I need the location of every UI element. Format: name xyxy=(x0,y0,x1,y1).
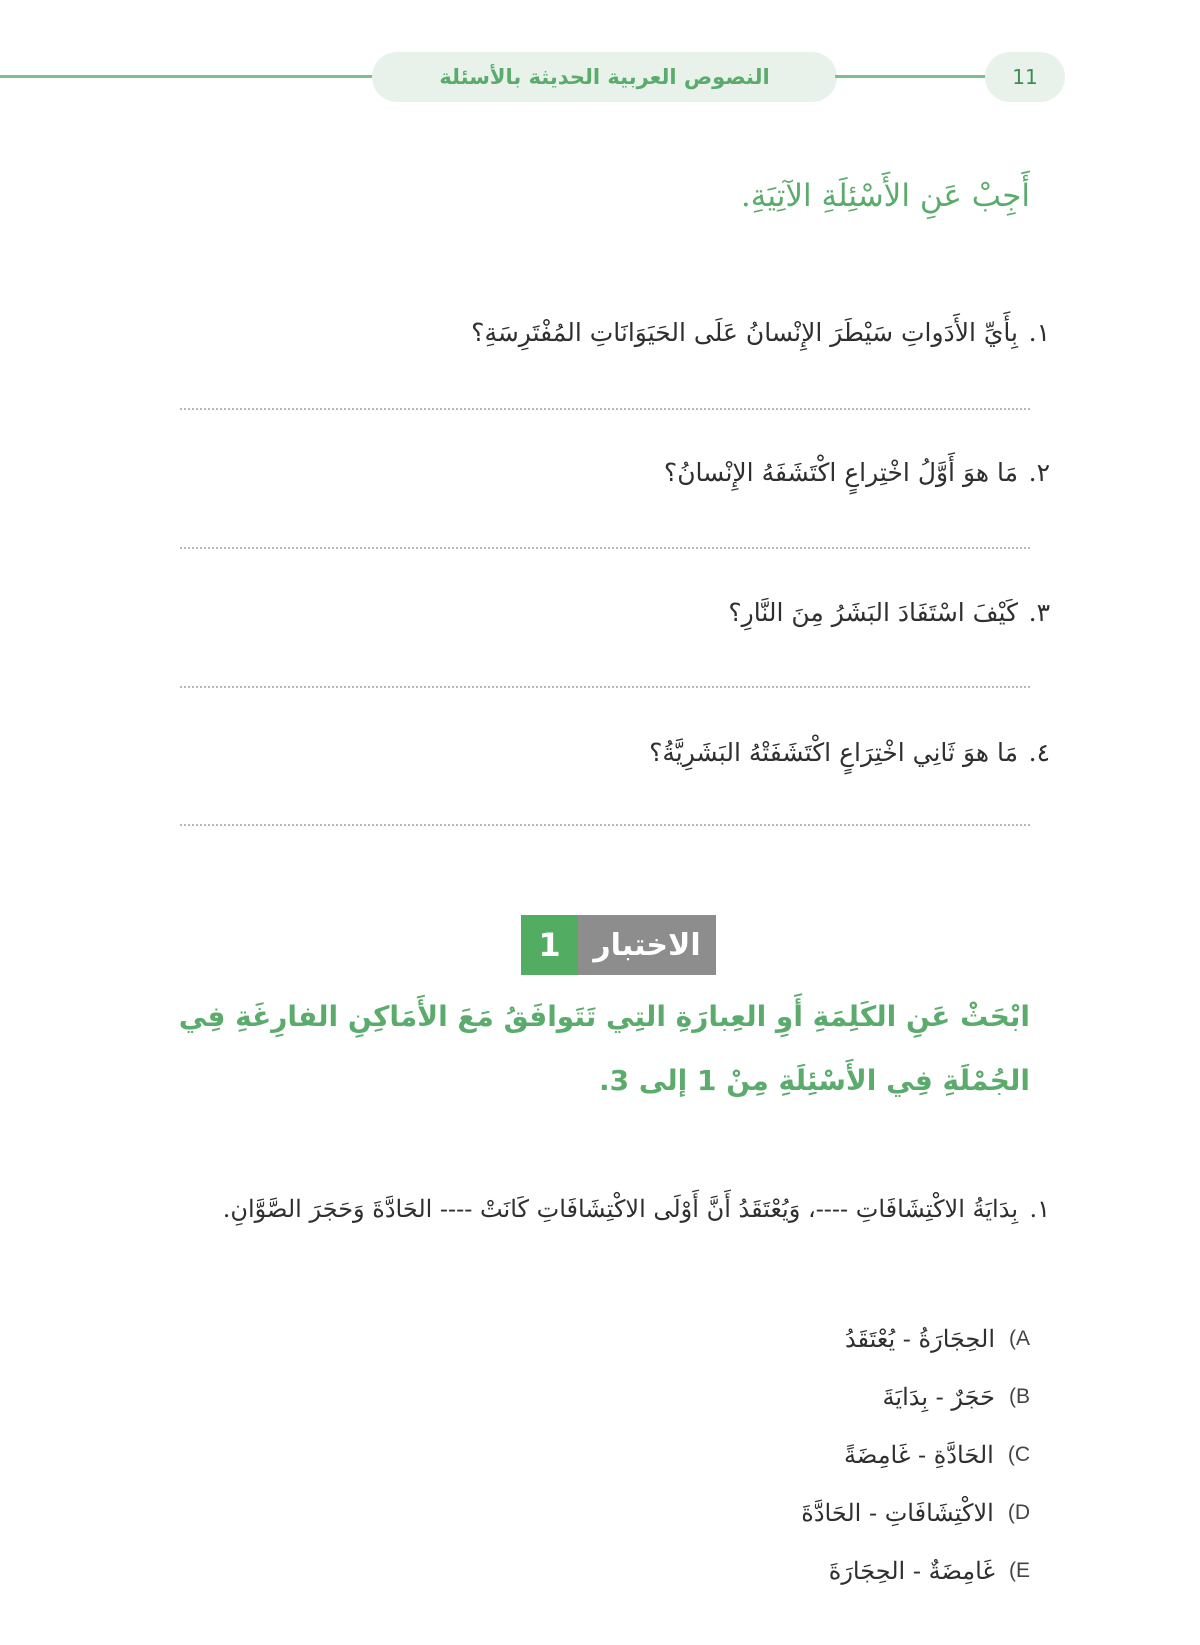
option-e[interactable] xyxy=(801,1542,1030,1600)
answer-line[interactable] xyxy=(180,547,1030,549)
question-1 xyxy=(471,318,1050,347)
test-number: 1 xyxy=(521,915,578,975)
question-number: ١. xyxy=(1029,1195,1050,1223)
option-c[interactable] xyxy=(801,1426,1030,1484)
option-letter: A) xyxy=(1008,1327,1030,1350)
header-title xyxy=(372,52,837,102)
question-4 xyxy=(649,738,1050,767)
option-letter: B) xyxy=(1008,1385,1030,1408)
option-text: حَجَرٌ - بِدَايَةَ xyxy=(882,1383,995,1411)
question-number: ١. xyxy=(1028,318,1050,347)
option-text: الاكْتِشَافَاتِ - الحَادَّةَ xyxy=(801,1499,994,1527)
test-label: الاختبار xyxy=(578,915,716,975)
question-text: مَا هوَ أَوَّلُ اخْتِراعٍ اكْتَشَفَهُ الإِنْسانُ؟ xyxy=(663,458,1018,487)
option-b[interactable] xyxy=(801,1368,1030,1426)
option-text: الحِجَارَةُ - يُعْتَقَدُ xyxy=(844,1325,995,1353)
question-text: بِأَيِّ الأَدَواتِ سَيْطَرَ الإِنْسانُ عَلَى الحَيَوَانَاتِ المُفْتَرِسَةِ؟ xyxy=(471,318,1018,347)
option-a[interactable] xyxy=(801,1310,1030,1368)
option-d[interactable] xyxy=(801,1484,1030,1542)
option-text: الحَادَّةِ - غَامِضَةً xyxy=(844,1441,994,1469)
option-letter: C) xyxy=(1007,1443,1030,1466)
header-rule-right xyxy=(835,75,990,78)
question-text: كَيْفَ اسْتَفَادَ البَشَرُ مِنَ النَّارِ؟ xyxy=(728,598,1018,627)
answer-line[interactable] xyxy=(180,686,1030,688)
answer-line[interactable] xyxy=(180,824,1030,826)
question-number: ٢. xyxy=(1028,458,1050,487)
question-text: بِدَايَةُ الاكْتِشَافَاتِ ----، وَيُعْتَقَدُ أَنَّ أَوْلَى الاكْتِشَافَاتِ كَانَتْ ---- الحَادَّةَ وَحَجَرَ الصَّوَّانِ. xyxy=(222,1195,1018,1223)
question-text: مَا هوَ ثَانِي اخْتِرَاعٍ اكْتَشَفَتْهُ البَشَرِيَّةُ؟ xyxy=(649,738,1018,767)
page-number xyxy=(985,52,1065,102)
mcq-question-1 xyxy=(155,1175,1050,1243)
answer-line[interactable] xyxy=(180,408,1030,410)
option-letter: E) xyxy=(1008,1559,1030,1582)
answer-options xyxy=(801,1310,1030,1600)
option-letter: D) xyxy=(1007,1501,1030,1524)
question-number: ٤. xyxy=(1028,738,1050,767)
question-3 xyxy=(728,598,1050,627)
test-instruction: ابْحَثْ عَنِ الكَلِمَةِ أَوِ العِبارَةِ التِي تَتَوافَقُ مَعَ الأَمَاكِنِ الفارِغَةِ فِي الجُمْلَةِ فِي الأَسْئِلَةِ مِنْ 1 إلى 3. xyxy=(178,1000,1030,1097)
header-rule-left xyxy=(0,75,375,78)
test-badge xyxy=(521,915,716,975)
page-number-text: 11 xyxy=(1012,65,1038,89)
option-text: غَامِضَةٌ - الحِجَارَةَ xyxy=(828,1557,995,1585)
question-number: ٣. xyxy=(1028,598,1050,627)
question-2 xyxy=(664,458,1050,487)
section-instruction: أَجِبْ عَنِ الأَسْئِلَةِ الآتِيَةِ. xyxy=(740,178,1030,214)
header-title-text: النصوص العربية الحديثة بالأسئلة xyxy=(439,65,770,89)
